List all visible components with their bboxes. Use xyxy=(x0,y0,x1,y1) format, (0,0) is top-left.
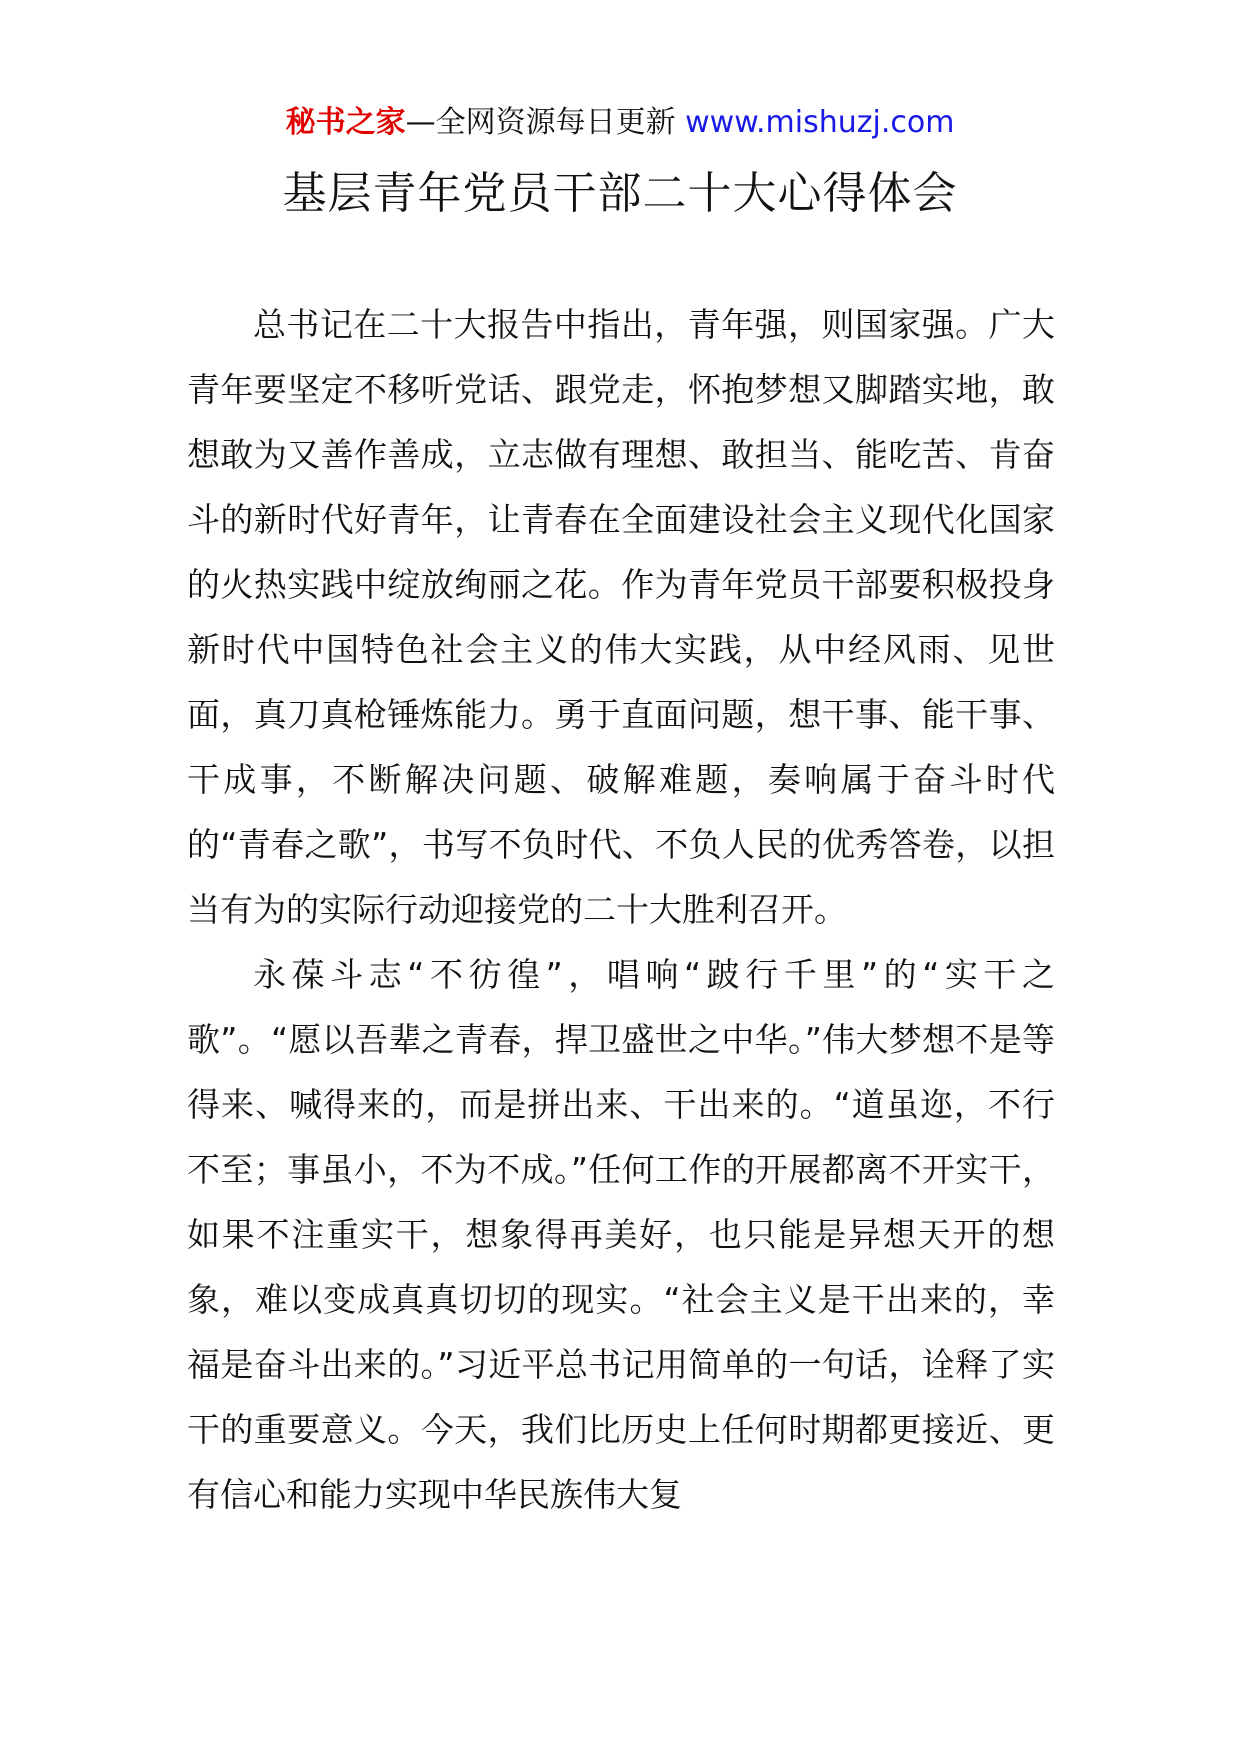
site-header xyxy=(0,100,1240,146)
brand-name: 秘书之家 xyxy=(285,105,406,140)
paragraph: 永葆斗志“不彷徨”，唱响“跛行千里”的“实干之歌”。“愿以吾辈之青春，捍卫盛世之中华。”伟大梦想不是等得来、喊得来的，而是拼出来、干出来的。“道虽迩，不行不至；事虽小，不为不成。”任何工作的开展都离不开实干，如果不注重实干，想象得再美好，也只能是异想天开的想象，难以变成真真切切的现实。“社会主义是干出来的，幸福是奋斗出来的。”习近平总书记用简单的一句话，诠释了实干的重要意义。今天，我们比历史上任何时期都更接近、更有信心和能力实现中华民族伟大复 xyxy=(187,955,1055,1514)
paragraph: 总书记在二十大报告中指出，青年强，则国家强。广大青年要坚定不移听党话、跟党走，怀抱梦想又脚踏实地，敢想敢为又善作善成，立志做有理想、敢担当、能吃苦、肯奋斗的新时代好青年，让青春在全面建设社会主义现代化国家的火热实践中绽放绚丽之花。作为青年党员干部要积极投身新时代中国特色社会主义的伟大实践，从中经风雨、见世面，真刀真枪锤炼能力。勇于直面问题，想干事、能干事、干成事，不断解决问题、破解难题，奏响属于奋斗时代的“青春之歌”，书写不负时代、不负人民的优秀答卷，以担当有为的实际行动迎接党的二十大胜利召开。 xyxy=(187,305,1055,929)
header-tagline: —全网资源每日更新 xyxy=(405,105,686,140)
document-title: 基层青年党员干部二十大心得体会 xyxy=(282,168,958,219)
site-url-link[interactable]: www.mishuzj.com xyxy=(685,105,955,140)
document-body xyxy=(187,292,1055,1527)
